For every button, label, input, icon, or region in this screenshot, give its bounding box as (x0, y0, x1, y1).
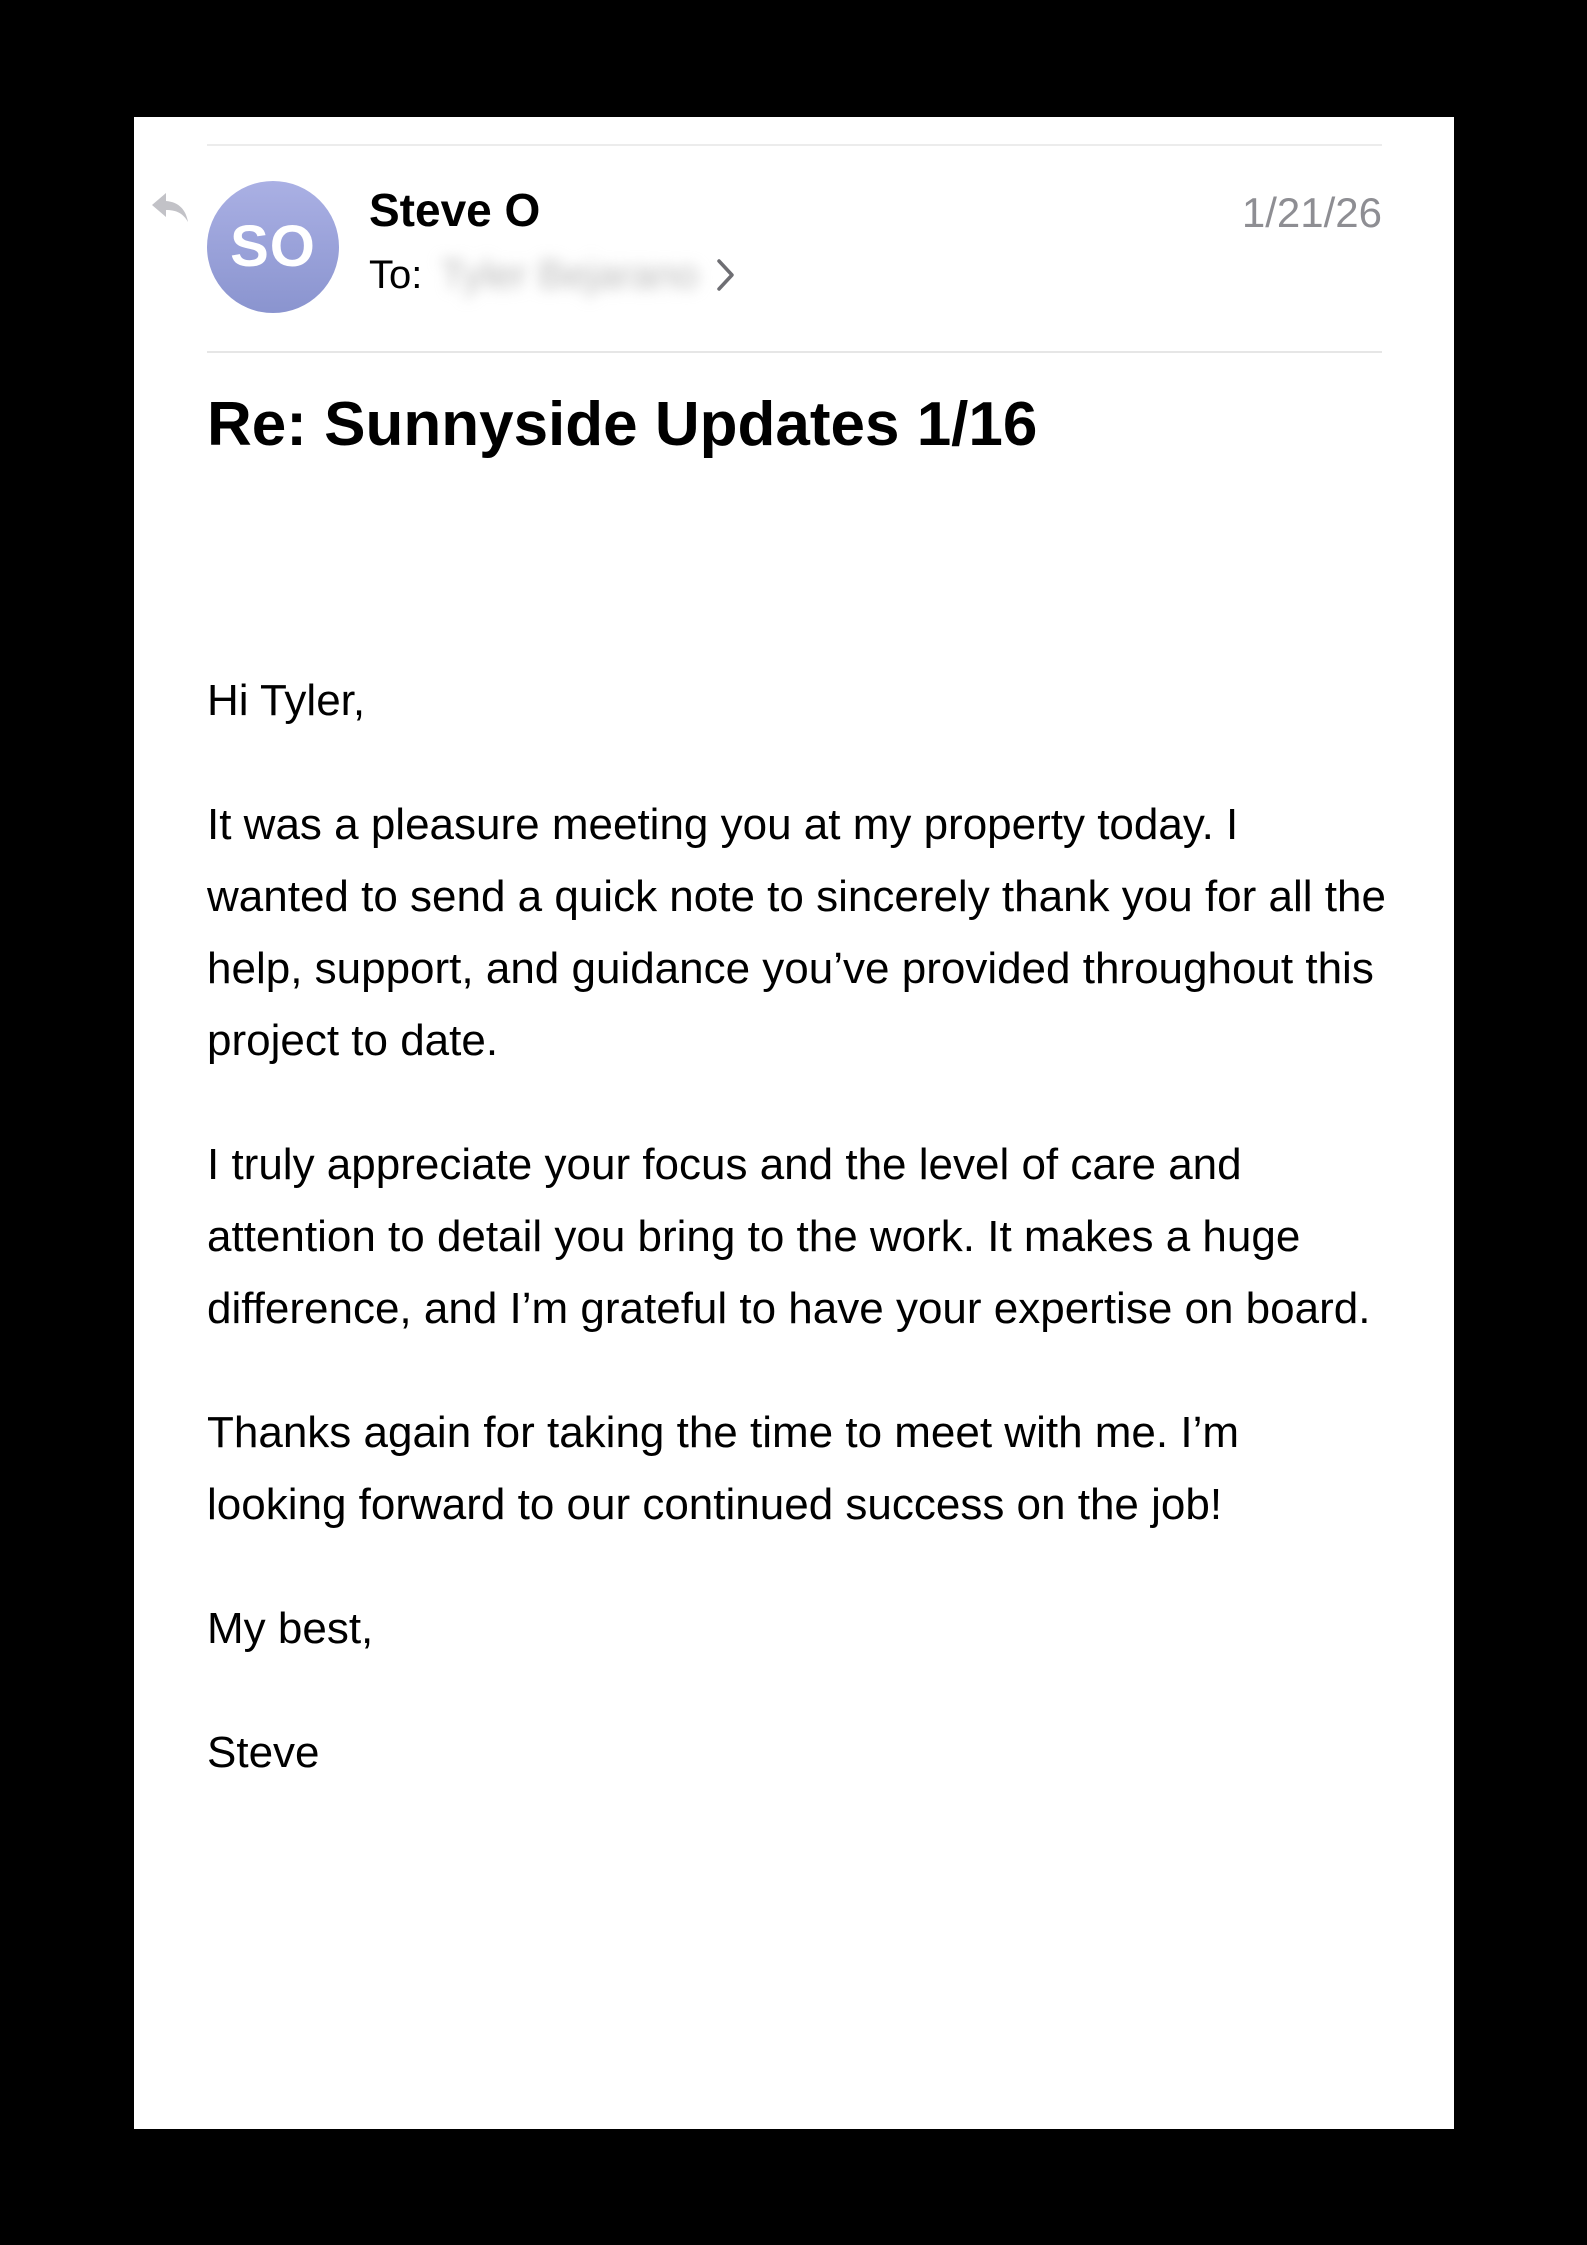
chevron-right-icon[interactable] (716, 258, 736, 292)
to-label: To: (369, 252, 423, 297)
recipient-row[interactable] (369, 247, 736, 303)
body-paragraph: Thanks again for taking the time to meet with me. I’m looking forward to our continued success on the job! (207, 1408, 1240, 1529)
recipient-name[interactable]: Tyler Bejarano (440, 252, 699, 297)
email-subject: Re: Sunnyside Updates 1/16 (207, 390, 1038, 459)
body-signature: Steve (207, 1728, 320, 1777)
top-divider (207, 144, 1382, 146)
email-body (207, 665, 1387, 1841)
email-card (134, 117, 1454, 2129)
sender-name[interactable]: Steve O (369, 184, 541, 236)
body-paragraph: I truly appreciate your focus and the level of care and attention to detail you bring to the work. It makes a huge difference, and I’m grateful to have your expertise on board. (207, 1140, 1371, 1333)
email-date: 1/21/26 (1241, 189, 1382, 236)
body-greeting: Hi Tyler, (207, 676, 366, 725)
header-divider (207, 351, 1382, 353)
body-paragraph: It was a pleasure meeting you at my property today. I wanted to send a quick note to sincerely thank you for all the help, support, and guidance you’ve provided throughout this project to date. (207, 800, 1386, 1065)
avatar[interactable]: SO (207, 181, 339, 313)
reply-arrow-icon[interactable] (150, 191, 190, 225)
body-closing: My best, (207, 1604, 374, 1653)
